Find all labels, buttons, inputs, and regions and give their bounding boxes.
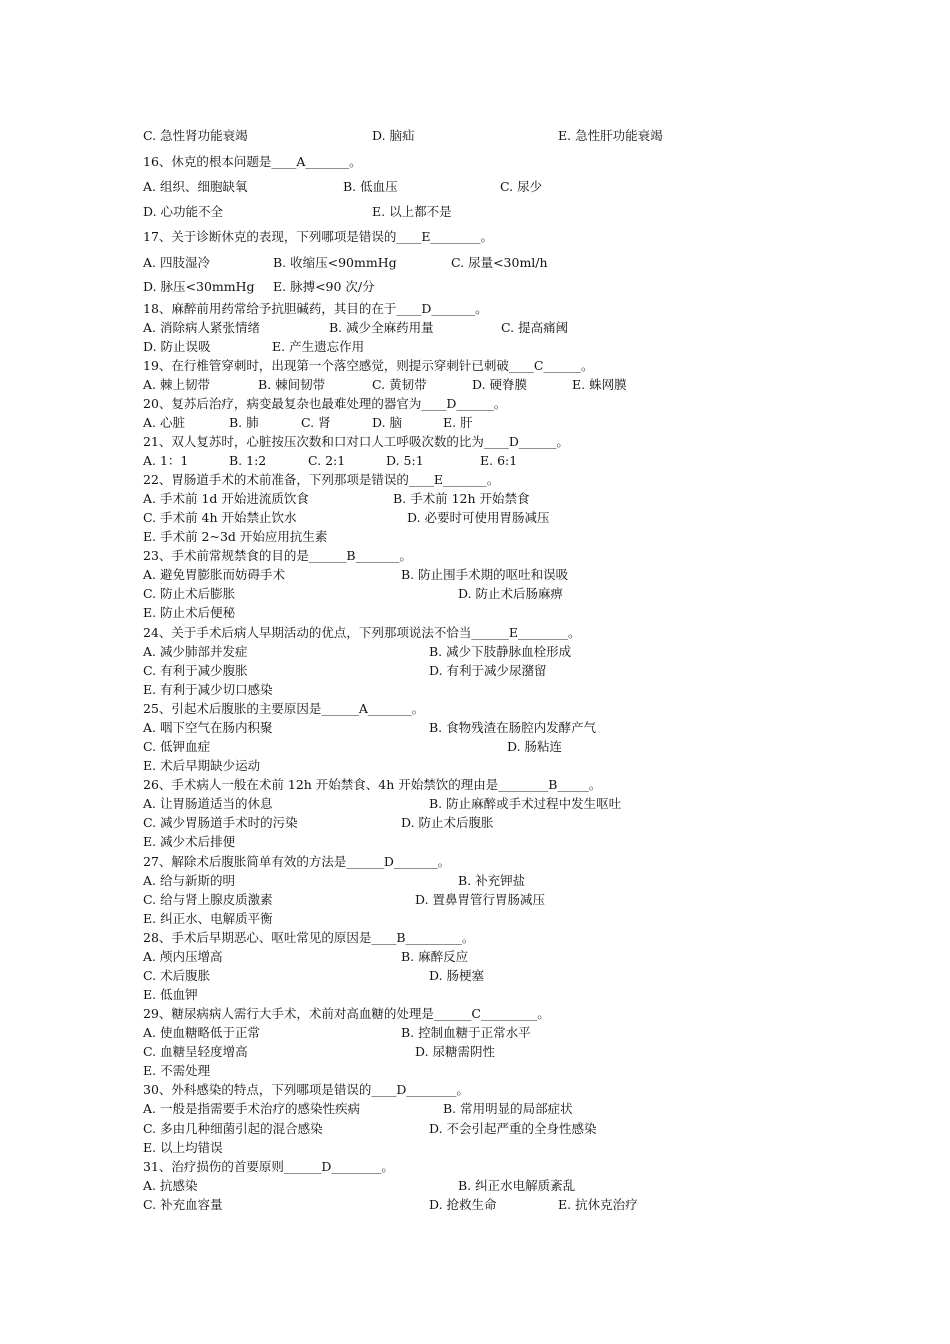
- text-line: [0, 605, 950, 625]
- line-text: A. 四肢湿冷: [143, 255, 210, 270]
- line-text: 24、关于手术后病人早期活动的优点，下列那项说法不恰当______E________。: [143, 625, 581, 640]
- option-text: D. 脑: [372, 415, 403, 430]
- line-text: C. 多由几种细菌引起的混合感染: [143, 1121, 323, 1136]
- line-text: E. 不需处理: [143, 1063, 211, 1078]
- text-line: [0, 834, 950, 854]
- text-line: [0, 472, 950, 492]
- line-text: A. 消除病人紧张情绪: [143, 320, 260, 335]
- text-line: [0, 968, 950, 988]
- line-text: C. 补充血容量: [143, 1197, 223, 1212]
- text-line: [0, 279, 950, 299]
- option-text: C. 提高痛阈: [501, 320, 569, 335]
- text-line: [0, 415, 950, 435]
- text-line: [0, 701, 950, 721]
- line-text: E. 以上均错误: [143, 1140, 223, 1155]
- option-text: D. 肠粘连: [507, 739, 563, 754]
- line-text: A. 棘上韧带: [143, 377, 210, 392]
- option-text: D. 不会引起严重的全身性感染: [429, 1121, 597, 1136]
- option-text: D. 抢救生命: [429, 1197, 497, 1212]
- text-line: [0, 911, 950, 931]
- option-text: B. 控制血糖于正常水平: [401, 1025, 531, 1040]
- line-text: A. 抗感染: [143, 1178, 198, 1193]
- option-text: B. 1:2: [229, 453, 267, 468]
- text-line: [0, 815, 950, 835]
- option-text: E. 蛛网膜: [572, 377, 627, 392]
- line-text: C. 术后腹胀: [143, 968, 211, 983]
- line-text: A. 避免胃膨胀而妨碍手术: [143, 567, 285, 582]
- line-text: 16、休克的根本问题是____A_______。: [143, 154, 362, 169]
- text-line: [0, 1063, 950, 1083]
- line-text: A. 手术前 1d 开始进流质饮食: [143, 491, 309, 506]
- line-text: C. 减少胃肠道手术时的污染: [143, 815, 298, 830]
- option-text: B. 麻醉反应: [401, 949, 469, 964]
- line-text: 29、糖尿病病人需行大手术，术前对高血糖的处理是______C_________。: [143, 1006, 550, 1021]
- text-line: [0, 320, 950, 340]
- text-line: [0, 1121, 950, 1141]
- line-text: C. 防止术后膨胀: [143, 586, 236, 601]
- text-line: [0, 453, 950, 473]
- text-line: [0, 586, 950, 606]
- text-line: [0, 796, 950, 816]
- line-text: A. 心脏: [143, 415, 185, 430]
- text-line: [0, 892, 950, 912]
- text-line: [0, 1197, 950, 1217]
- option-text: B. 纠正水电解质紊乱: [458, 1178, 576, 1193]
- option-text: E. 产生遗忘作用: [272, 339, 365, 354]
- line-text: A. 咽下空气在肠内积聚: [143, 720, 273, 735]
- text-line: [0, 1044, 950, 1064]
- line-text: 23、手术前常规禁食的目的是______B_______。: [143, 548, 412, 563]
- option-text: B. 肺: [229, 415, 259, 430]
- line-text: A. 一般是指需要手术治疗的感染性疾病: [143, 1101, 360, 1116]
- option-text: B. 减少全麻药用量: [329, 320, 434, 335]
- text-line: [0, 529, 950, 549]
- text-line: [0, 567, 950, 587]
- line-text: E. 有利于减少切口感染: [143, 682, 273, 697]
- option-text: C. 黄韧带: [372, 377, 427, 392]
- line-text: 26、手术病人一般在术前 12h 开始禁食、4h 开始禁饮的理由是________B_____。: [143, 777, 602, 792]
- option-text: E. 抗休克治疗: [558, 1197, 638, 1212]
- option-text: D. 必要时可使用胃肠减压: [407, 510, 550, 525]
- text-line: [0, 434, 950, 454]
- text-line: [0, 1101, 950, 1121]
- option-text: B. 收缩压<90mmHg: [273, 255, 397, 270]
- option-text: D. 防止术后腹胀: [401, 815, 494, 830]
- line-text: C. 血糖呈轻度增高: [143, 1044, 248, 1059]
- line-text: A. 使血糖略低于正常: [143, 1025, 260, 1040]
- option-text: D. 防止术后肠麻痹: [458, 586, 564, 601]
- text-line: [0, 154, 950, 174]
- line-text: 18、麻醉前用药常给予抗胆碱药，其目的在于____D_______。: [143, 301, 488, 316]
- line-text: E. 低血钾: [143, 987, 198, 1002]
- text-line: [0, 644, 950, 664]
- text-line: [0, 1159, 950, 1179]
- option-text: C. 2:1: [308, 453, 346, 468]
- text-line: [0, 949, 950, 969]
- text-line: [0, 663, 950, 683]
- line-text: A. 减少肺部并发症: [143, 644, 248, 659]
- text-line: [0, 682, 950, 702]
- text-line: [0, 396, 950, 416]
- line-text: 25、引起术后腹胀的主要原因是______A_______。: [143, 701, 425, 716]
- line-text: E. 术后早期缺少运动: [143, 758, 261, 773]
- line-text: C. 手术前 4h 开始禁止饮水: [143, 510, 297, 525]
- option-text: D. 尿糖需阴性: [415, 1044, 496, 1059]
- line-text: E. 减少术后排便: [143, 834, 236, 849]
- text-line: [0, 1140, 950, 1160]
- text-line: [0, 179, 950, 199]
- option-text: D. 5:1: [386, 453, 424, 468]
- option-text: E. 急性肝功能衰竭: [558, 128, 663, 143]
- text-line: [0, 510, 950, 530]
- option-text: C. 肾: [301, 415, 331, 430]
- option-text: D. 硬脊膜: [472, 377, 528, 392]
- text-line: [0, 204, 950, 224]
- text-line: [0, 1178, 950, 1198]
- line-text: 17、关于诊断休克的表现，下列哪项是错误的____E________。: [143, 229, 494, 244]
- option-text: B. 食物残渣在肠腔内发酵产气: [429, 720, 597, 735]
- line-text: C. 急性肾功能衰竭: [143, 128, 248, 143]
- option-text: B. 手术前 12h 开始禁食: [393, 491, 530, 506]
- text-line: [0, 255, 950, 275]
- line-text: A. 颅内压增高: [143, 949, 223, 964]
- line-text: D. 脉压<30mmHg: [143, 279, 255, 294]
- option-text: E. 6:1: [480, 453, 518, 468]
- option-text: E. 以上都不是: [372, 204, 452, 219]
- text-line: [0, 873, 950, 893]
- text-line: [0, 1025, 950, 1045]
- line-text: A. 给与新斯的明: [143, 873, 235, 888]
- line-text: A. 让胃肠道适当的休息: [143, 796, 273, 811]
- option-text: D. 置鼻胃管行胃肠减压: [415, 892, 546, 907]
- text-line: [0, 758, 950, 778]
- line-text: C. 低钾血症: [143, 739, 211, 754]
- line-text: E. 手术前 2~3d 开始应用抗生素: [143, 529, 328, 544]
- option-text: C. 尿少: [500, 179, 543, 194]
- option-text: B. 减少下肢静脉血栓形成: [429, 644, 572, 659]
- line-text: C. 给与肾上腺皮质激素: [143, 892, 273, 907]
- option-text: B. 低血压: [343, 179, 398, 194]
- line-text: 21、双人复苏时，心脏按压次数和口对口人工呼吸次数的比为____D______。: [143, 434, 569, 449]
- option-text: D. 有利于减少尿潴留: [429, 663, 547, 678]
- line-text: C. 有利于减少腹胀: [143, 663, 248, 678]
- option-text: D. 肠梗塞: [429, 968, 485, 983]
- line-text: 22、胃肠道手术的术前准备，下列那项是错误的____E_______。: [143, 472, 500, 487]
- text-line: [0, 339, 950, 359]
- line-text: 31、治疗损伤的首要原则______D________。: [143, 1159, 394, 1174]
- option-text: D. 脑疝: [372, 128, 415, 143]
- text-line: [0, 358, 950, 378]
- line-text: D. 防止误吸: [143, 339, 211, 354]
- text-line: [0, 377, 950, 397]
- text-line: [0, 491, 950, 511]
- text-line: [0, 625, 950, 645]
- text-line: [0, 739, 950, 759]
- line-text: 20、复苏后治疗，病变最复杂也最难处理的器官为____D______。: [143, 396, 507, 411]
- line-text: 30、外科感染的特点，下列哪项是错误的____D________。: [143, 1082, 469, 1097]
- line-text: 19、在行椎管穿刺时，出现第一个落空感觉，则提示穿刺针已刺破____C______。: [143, 358, 594, 373]
- line-text: E. 防止术后便秘: [143, 605, 236, 620]
- option-text: E. 肝: [443, 415, 473, 430]
- option-text: B. 防止围手术期的呕吐和误吸: [401, 567, 569, 582]
- text-line: [0, 128, 950, 148]
- option-text: B. 常用明显的局部症状: [443, 1101, 573, 1116]
- line-text: E. 纠正水、电解质平衡: [143, 911, 273, 926]
- line-text: A. 组织、细胞缺氧: [143, 179, 248, 194]
- text-line: [0, 777, 950, 797]
- line-text: A. 1：1: [143, 453, 189, 468]
- text-line: [0, 1082, 950, 1102]
- text-line: [0, 854, 950, 874]
- option-text: B. 防止麻醉或手术过程中发生呕吐: [429, 796, 622, 811]
- line-text: 28、手术后早期恶心、呕吐常见的原因是____B_________。: [143, 930, 475, 945]
- text-line: [0, 987, 950, 1007]
- text-line: [0, 720, 950, 740]
- option-text: B. 棘间韧带: [258, 377, 326, 392]
- text-line: [0, 301, 950, 321]
- line-text: D. 心功能不全: [143, 204, 224, 219]
- option-text: E. 脉搏<90 次/分: [273, 279, 375, 294]
- text-line: [0, 229, 950, 249]
- text-line: [0, 930, 950, 950]
- option-text: C. 尿量<30ml/h: [451, 255, 548, 270]
- text-line: [0, 548, 950, 568]
- text-line: [0, 1006, 950, 1026]
- line-text: 27、解除术后腹胀简单有效的方法是______D_______。: [143, 854, 451, 869]
- option-text: B. 补充钾盐: [458, 873, 526, 888]
